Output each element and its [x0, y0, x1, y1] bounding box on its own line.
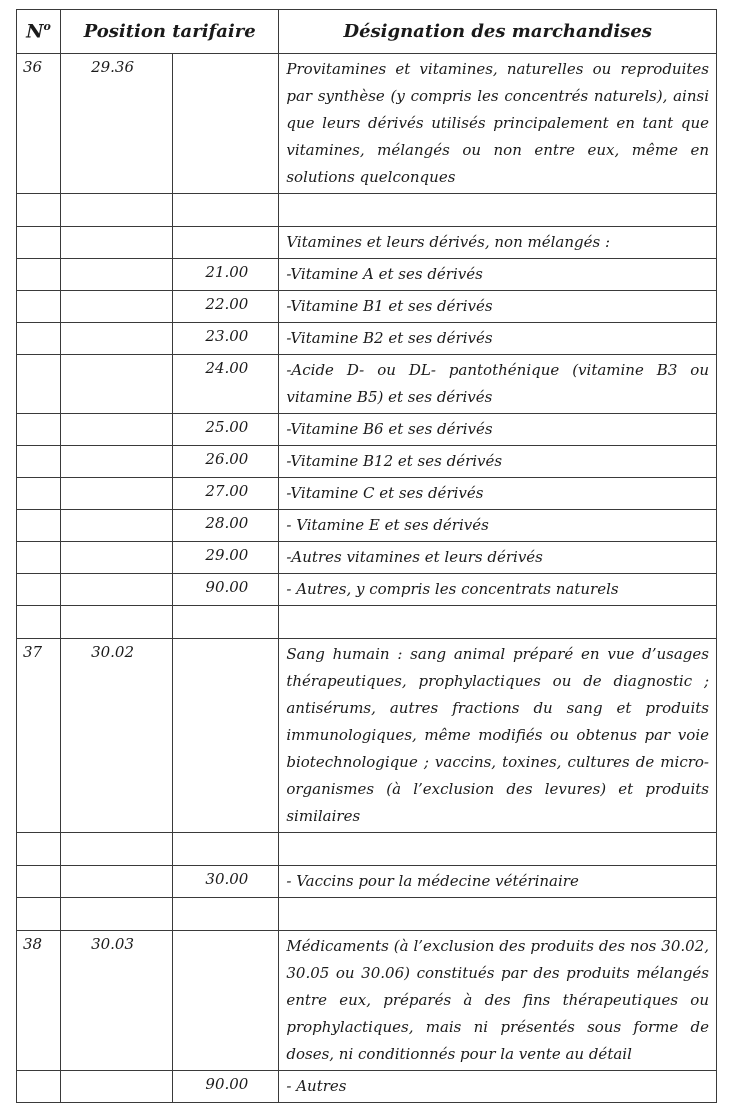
table-row: [17, 898, 717, 931]
row-number: [17, 414, 61, 446]
row-subposition: 26.00: [173, 446, 279, 478]
row-designation: -Autres vitamines et leurs dérivés: [279, 542, 717, 574]
row-number: 37: [17, 639, 61, 833]
row-number: [17, 478, 61, 510]
table-row: [17, 866, 717, 898]
row-number: [17, 833, 61, 866]
row-designation: -Vitamine B6 et ses dérivés: [279, 414, 717, 446]
row-number: [17, 606, 61, 639]
row-number: [17, 446, 61, 478]
row-designation: [279, 194, 717, 227]
row-subposition: 24.00: [173, 355, 279, 414]
row-subposition: [173, 227, 279, 259]
table-row: [17, 414, 717, 446]
row-position: [61, 259, 173, 291]
row-position: [61, 542, 173, 574]
row-number: [17, 574, 61, 606]
row-position: [61, 291, 173, 323]
header-number-sup: o: [43, 20, 51, 34]
row-number: [17, 227, 61, 259]
row-number: [17, 194, 61, 227]
row-designation: -Vitamine C et ses dérivés: [279, 478, 717, 510]
row-subposition: 23.00: [173, 323, 279, 355]
header-number-label: N: [26, 20, 44, 43]
row-number: [17, 510, 61, 542]
row-number: [17, 866, 61, 898]
row-subposition: 28.00: [173, 510, 279, 542]
row-designation: - Autres, y compris les concentrats naturels: [279, 574, 717, 606]
row-subposition: [173, 54, 279, 194]
row-designation: -Vitamine A et ses dérivés: [279, 259, 717, 291]
row-position: [61, 898, 173, 931]
row-subposition: [173, 606, 279, 639]
table-row: [17, 355, 717, 414]
row-subposition: [173, 639, 279, 833]
row-position: [61, 355, 173, 414]
row-subposition: [173, 931, 279, 1071]
table-row: [17, 194, 717, 227]
row-subposition: [173, 898, 279, 931]
row-designation: -Vitamine B1 et ses dérivés: [279, 291, 717, 323]
tariff-table: [16, 9, 717, 1103]
table-row: [17, 259, 717, 291]
row-designation: -Acide D- ou DL- pantothénique (vitamine B3 ou vitamine B5) et ses dérivés: [279, 355, 717, 414]
table-row: [17, 54, 717, 194]
row-designation: Médicaments (à l’exclusion des produits des nos 30.02, 30.05 ou 30.06) constitués par des produits mélangés entre eux, préparés à des fins thérapeutiques ou prophylactiques, mais ni présentés sous forme de doses, ni conditionnés pour la vente au détail: [279, 931, 717, 1071]
table-row: [17, 478, 717, 510]
row-position: [61, 574, 173, 606]
table-row: [17, 931, 717, 1071]
table-row: [17, 1071, 717, 1103]
header-number: [17, 10, 61, 54]
row-number: [17, 542, 61, 574]
row-number: [17, 898, 61, 931]
row-subposition: 30.00: [173, 866, 279, 898]
row-designation: [279, 898, 717, 931]
row-subposition: 22.00: [173, 291, 279, 323]
table-row: [17, 227, 717, 259]
row-position: 30.03: [61, 931, 173, 1071]
row-number: [17, 1071, 61, 1103]
row-position: 29.36: [61, 54, 173, 194]
header-designation: Désignation des marchandises: [279, 10, 717, 54]
row-subposition: 27.00: [173, 478, 279, 510]
row-position: [61, 478, 173, 510]
row-designation: Vitamines et leurs dérivés, non mélangés :: [279, 227, 717, 259]
row-subposition: 25.00: [173, 414, 279, 446]
row-designation: - Vaccins pour la médecine vétérinaire: [279, 866, 717, 898]
row-position: [61, 446, 173, 478]
row-designation: - Vitamine E et ses dérivés: [279, 510, 717, 542]
row-designation: [279, 833, 717, 866]
row-designation: -Vitamine B2 et ses dérivés: [279, 323, 717, 355]
table-row: [17, 574, 717, 606]
row-position: [61, 414, 173, 446]
row-position: [61, 194, 173, 227]
row-number: 38: [17, 931, 61, 1071]
row-position: [61, 323, 173, 355]
row-position: [61, 606, 173, 639]
table-row: [17, 446, 717, 478]
row-subposition: [173, 833, 279, 866]
table-row: [17, 323, 717, 355]
table-row: [17, 542, 717, 574]
table-row: [17, 639, 717, 833]
row-subposition: 90.00: [173, 574, 279, 606]
row-subposition: [173, 194, 279, 227]
table-row: [17, 291, 717, 323]
row-position: [61, 227, 173, 259]
table-row: [17, 833, 717, 866]
row-designation: [279, 606, 717, 639]
row-position: [61, 510, 173, 542]
row-designation: -Vitamine B12 et ses dérivés: [279, 446, 717, 478]
row-subposition: 29.00: [173, 542, 279, 574]
row-number: 36: [17, 54, 61, 194]
row-number: [17, 291, 61, 323]
row-designation: - Autres: [279, 1071, 717, 1103]
row-subposition: 90.00: [173, 1071, 279, 1103]
header-position: Position tarifaire: [61, 10, 279, 54]
row-designation: Sang humain : sang animal préparé en vue d’usages thérapeutiques, prophylactiques ou de diagnostic ; antisérums, autres fractions du sang et produits immunologiques, même modifiés ou obtenus par voie biotechnologique ; vaccins, toxines, cultures de micro-organismes (à l’exclusion des levures) et produits similaires: [279, 639, 717, 833]
row-number: [17, 323, 61, 355]
row-position: [61, 866, 173, 898]
row-subposition: 21.00: [173, 259, 279, 291]
row-number: [17, 355, 61, 414]
table-header-row: [17, 10, 717, 54]
row-number: [17, 259, 61, 291]
table-row: [17, 510, 717, 542]
table-row: [17, 606, 717, 639]
row-position: [61, 1071, 173, 1103]
row-designation: Provitamines et vitamines, naturelles ou reproduites par synthèse (y compris les concentrés naturels), ainsi que leurs dérivés utilisés principalement en tant que vitamines, mélangés ou non entre eux, même en solutions quelconques: [279, 54, 717, 194]
table-body: [17, 54, 717, 1103]
row-position: [61, 833, 173, 866]
row-position: 30.02: [61, 639, 173, 833]
